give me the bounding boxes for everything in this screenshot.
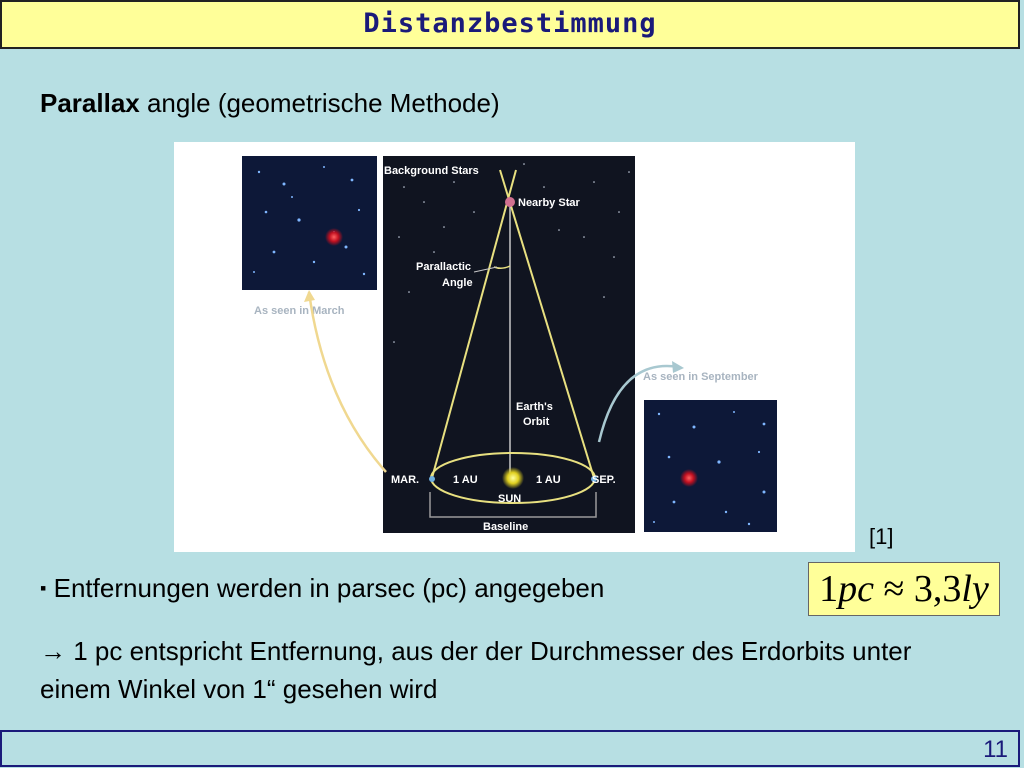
- bullet-item: [40, 573, 604, 604]
- sun-label: SUN: [498, 493, 522, 505]
- sun-icon: [502, 467, 524, 489]
- september-label: As seen in September: [643, 371, 758, 383]
- footer-bar: [0, 730, 1020, 767]
- earth-march-icon: [429, 476, 435, 482]
- parallactic-label: Parallactic: [416, 261, 472, 273]
- parallax-diagram: [174, 142, 855, 552]
- formula-one: 1: [819, 568, 839, 610]
- mar-label: MAR.: [391, 474, 420, 486]
- march-arrowhead: [304, 290, 315, 302]
- formula-ly: ly: [961, 568, 989, 610]
- au-right-label: 1 AU: [536, 474, 561, 486]
- arrow-icon: →: [40, 636, 66, 666]
- title-bar: [0, 0, 1020, 49]
- background-stars-label: Background Stars: [384, 165, 479, 177]
- heading-rest: angle (geometrische Methode): [139, 88, 500, 118]
- bullet-text: Entfernungen werden in parsec (pc) angegeben: [53, 573, 605, 603]
- sep-label: SEP.: [592, 474, 616, 486]
- reference-marker: [1]: [869, 524, 894, 549]
- baseline-label: Baseline: [483, 521, 529, 533]
- march-sky-panel: [242, 156, 377, 290]
- definition-paragraph: [40, 632, 980, 708]
- parallax-figure: [174, 142, 855, 552]
- au-left-label: 1 AU: [453, 474, 478, 486]
- earths-label: Earth's: [516, 401, 553, 413]
- heading-bold: Parallax: [40, 88, 140, 118]
- slide-heading: [40, 88, 500, 119]
- nearby-star-label: Nearby Star: [518, 197, 580, 209]
- september-sky-panel: [644, 400, 777, 532]
- formula-approx: ≈ 3,3: [874, 568, 962, 610]
- march-label: As seen in March: [254, 305, 345, 317]
- march-arrow: [309, 292, 386, 472]
- bullet-marker: ▪: [40, 578, 47, 598]
- formula-pc: pc: [838, 568, 875, 610]
- march-red-star: [325, 228, 343, 246]
- orbit-label: Orbit: [523, 416, 550, 428]
- slide-number: 11: [983, 736, 1008, 763]
- angle-label: Angle: [442, 277, 473, 289]
- nearby-star-icon: [505, 197, 515, 207]
- slide-title: Distanzbestimmung: [363, 8, 657, 39]
- september-red-star: [680, 469, 698, 487]
- parsec-formula: [808, 562, 1000, 616]
- definition-text: 1 pc entspricht Entfernung, aus der der Durchmesser des Erdorbits unter einem Winkel von 1“ gesehen wird: [40, 636, 912, 704]
